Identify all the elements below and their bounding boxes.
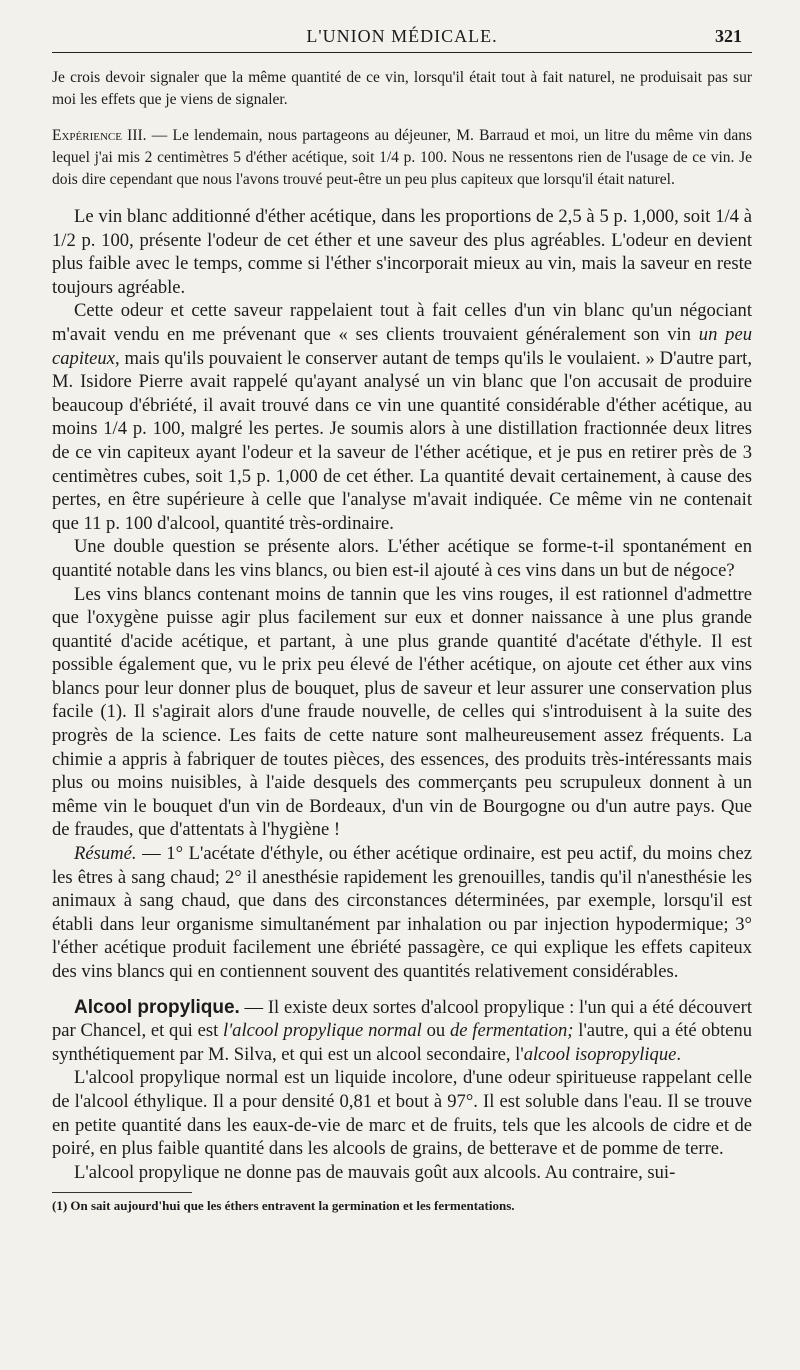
main-text <box>52 205 752 1184</box>
footnote: (1) On sait aujourd'hui que les éthers entravent la germination et les fermentations. <box>52 1198 515 1214</box>
section-paragraph-3: L'alcool propylique ne donne pas de mauvais goût aux alcools. Au contraire, sui- <box>74 1161 676 1183</box>
section-text-a: — Il existe deux sortes d'alcool propylique : l'un qui a été découvert par Chancel, et qui est <box>52 996 752 1042</box>
section-text-d: . <box>676 1043 682 1065</box>
section-emphasis-1: l'alcool propylique normal <box>223 1020 422 1042</box>
paragraph-3: Une double question se présente alors. L'éther acétique se forme-t-il spontanément en quantité notable dans les vins blancs, ou bien est-il ajouté à ces vins dans un but de négoce? <box>52 536 752 581</box>
paragraph-2-text-a: Cette odeur et cette saveur rappelaient tout à fait celles d'un vin blanc qu'un négociant m'avait vendu en me prévenant que « ses clients trouvaient généralement son vin <box>52 300 752 345</box>
section-paragraph-2: L'alcool propylique normal est un liquide incolore, d'une odeur spiritueuse rappelant celle de l'alcool éthylique. Il a pour densité 0,81 et bout à 97°. Il est soluble dans l'eau. Il se trouve en petite quantité dans les eaux-de-vie de marc et de fruits, tels que les alcools de cidre et de poiré, en plus faible quantité dans les alcools de grains, de betterave et de pomme de terre. <box>52 1067 752 1160</box>
page-number: 321 <box>715 26 742 46</box>
running-head <box>52 22 752 53</box>
section-text-b: ou <box>421 1020 450 1042</box>
resume-paragraph <box>52 842 752 984</box>
section-propylique-intro <box>52 996 752 1067</box>
journal-title: L'UNION MÉDICALE. <box>306 26 498 46</box>
intro-block <box>52 67 752 191</box>
section-emphasis-3: alcool isopropylique <box>523 1043 677 1065</box>
resume-label: Résumé. <box>74 843 137 865</box>
paragraph-2-emphasis: un peu capiteux <box>52 323 752 369</box>
paragraph-2-text-b: , mais qu'ils pouvaient le conserver autant de temps qu'ils le voulaient. » D'autre part, M. Isidore Pierre avait rappelé qu'ayant analysé un vin blanc que l'on accusait de produire beaucoup d'ébriété, il avait trouvé dans ce vin une quantité considérable d'éther acétique, au moins 1/4 p. 100, malgré les pertes. Je soumis alors à une distillation fractionnée deux litres de ce vin capiteux ayant l'odeur et la saveur de l'éther acétique, et je pus en retirer près de 3 centimètres cubes, soit 1,5 p. 1,000 de cet éther. La quantité devait certainement, à cause des pertes, en être supérieure à celle que l'analyse m'avait indiquée. Ce même vin ne contenait que 11 p. 100 d'alcool, quantité très-ordinaire. <box>52 347 752 534</box>
paragraph-2 <box>52 299 752 535</box>
experiment-text: — Le lendemain, nous partageons au déjeuner, M. Barraud et moi, un litre du même vin dans lequel j'ai mis 2 centimètres 5 d'éther acétique, soit 1/4 p. 100. Nous ne ressentons rien de l'usage de ce vin. Je dois dire cependant que nous l'avons trouvé peut-être un peu plus capiteux que lorsqu'il était naturel. <box>52 127 752 188</box>
section-text-c: l'autre, qui a été obtenu synthétiquement par M. Silva, et qui est un alcool secondaire, l' <box>52 1020 752 1065</box>
experiment-paragraph <box>52 125 752 191</box>
section-heading: Alcool propylique. <box>74 996 240 1018</box>
paragraph-4: Les vins blancs contenant moins de tannin que les vins rouges, il est rationnel d'admettre que l'oxygène puisse agir plus facilement sur eux et donner naissance à une plus grande quantité d'acide acétique, et partant, à une plus grande quantité d'acétate d'éthyle. Il est possible également que, vu le prix peu élevé de l'éther acétique, on ajoute cet éther aux vins blancs pour leur donner plus de bouquet, plus de saveur et leur assurer une conservation plus facile (1). Il s'agirait alors d'une fraude nouvelle, de celles qui s'introduisent à la suite des progrès de la science. Les faits de cette nature sont malheureusement assez fréquents. La chimie a appris à fabriquer de toutes pièces, des essences, des produits très-intéressants mais plus ou moins nuisibles, à l'aide desquels des commerçants peu scrupuleux donnent à un même vin le bouquet d'un vin de Bordeaux, d'un vin de Bourgogne ou d'un autre pays. Que de fraudes, que d'attentats à l'hygiène ! <box>52 583 752 841</box>
intro-paragraph: Je crois devoir signaler que la même quantité de ce vin, lorsqu'il était tout à fait naturel, ne produisait pas sur moi les effets que je viens de signaler. <box>52 69 752 108</box>
paragraph-1: Le vin blanc additionné d'éther acétique, dans les proportions de 2,5 à 5 p. 1,000, soit 1/4 à 1/2 p. 100, présente l'odeur de cet éther et une saveur des plus agréables. L'odeur en devient plus faible avec le temps, comme si l'éther s'incorporait mieux au vin, mais la saveur en reste toujours agréable. <box>52 206 752 298</box>
section-emphasis-2: de fermentation; <box>449 1020 574 1042</box>
footnote-rule <box>52 1192 192 1193</box>
journal-page <box>52 22 752 1352</box>
resume-text: — 1° L'acétate d'éthyle, ou éther acétique ordinaire, est peu actif, du moins chez les êtres à sang chaud; 2° il anesthésie rapidement les grenouilles, tandis qu'il n'anesthésie les animaux à sang chaud, que dans des circonstances déterminées, par exemple, lorsqu'il est établi dans leur organisme simultanément par inhalation ou par injection hypodermique; 3° l'éther acétique produit facilement une ébriété passagère, ce qui explique les effets capiteux des vins blancs qui en contiennent souvent des quantités relativement considérables. <box>52 843 752 982</box>
experiment-label: Expérience III. <box>52 127 147 144</box>
